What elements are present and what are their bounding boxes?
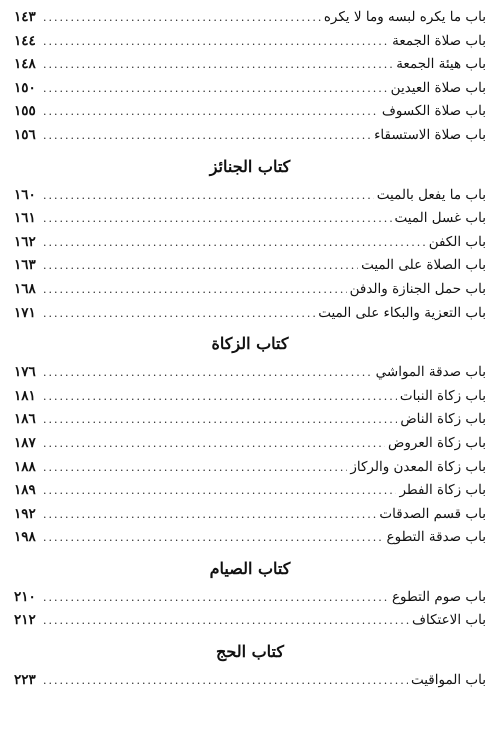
toc-entry-title: باب ما يكره لبسه وما لا يكره (323, 9, 486, 25)
dot-leader (43, 361, 373, 385)
toc-entry-title: باب ما يفعل بالميت (376, 186, 486, 203)
toc-entry-page: ١٧٦ (14, 364, 36, 381)
dot-leader (43, 669, 408, 693)
toc-entry-page: ١٦٢ (14, 233, 36, 250)
dot-leader (43, 586, 389, 610)
toc-entry[interactable] (14, 456, 486, 480)
section-heading: كتاب الصيام (209, 558, 291, 578)
toc-entry-page: ١٥٥ (14, 103, 36, 120)
dot-leader (43, 385, 397, 409)
toc-entry-page: ١٨٧ (14, 434, 36, 451)
toc-entry[interactable] (14, 254, 486, 278)
toc-entry-page: ٢١٢ (14, 612, 36, 629)
toc-entry[interactable] (14, 77, 486, 101)
dot-leader (43, 278, 347, 302)
toc-entry-title: باب صدقة التطوع (386, 529, 486, 546)
toc-entry-title: باب الصلاة على الميت (361, 257, 486, 274)
dot-leader (43, 479, 396, 503)
dot-leader (43, 302, 315, 326)
table-of-contents (14, 6, 486, 693)
toc-entry-page: ٢١٠ (14, 588, 36, 605)
toc-entry[interactable] (14, 231, 486, 255)
toc-entry-page: ١٦٠ (14, 186, 36, 203)
dot-leader (43, 6, 321, 30)
dot-leader (43, 432, 385, 456)
toc-entry-title: باب زكاة الفطر (399, 482, 486, 499)
toc-entry[interactable] (14, 278, 486, 302)
toc-entry[interactable] (14, 6, 486, 30)
dot-leader (43, 207, 392, 231)
dot-leader (43, 254, 358, 278)
toc-entry-page: ١٩٢ (14, 505, 36, 522)
toc-entry-title: باب قسم الصدقات (379, 505, 486, 522)
toc-entry-title: باب صلاة الجمعة (392, 32, 486, 49)
toc-entry-title: باب صلاة الكسوف (381, 103, 486, 120)
toc-entry-page: ١٩٨ (14, 529, 36, 546)
dot-leader (43, 184, 374, 208)
toc-entry-title: باب حمل الجنازة والدفن (349, 280, 486, 297)
toc-entry[interactable] (14, 100, 486, 124)
dot-leader (43, 503, 376, 527)
toc-entry[interactable] (14, 669, 486, 693)
toc-section-funerals (14, 148, 486, 326)
toc-entry[interactable] (14, 479, 486, 503)
toc-entry-title: باب زكاة العروض (388, 434, 486, 451)
toc-entry-page: ١٦١ (14, 210, 36, 227)
toc-entry[interactable] (14, 124, 486, 148)
toc-entry-page: ١٨٦ (14, 411, 36, 428)
dot-leader (43, 30, 389, 54)
toc-entry[interactable] (14, 30, 486, 54)
dot-leader (43, 408, 397, 432)
toc-entry[interactable] (14, 385, 486, 409)
toc-entry[interactable] (14, 432, 486, 456)
section-heading: كتاب الحج (216, 642, 284, 662)
toc-entry[interactable] (14, 408, 486, 432)
toc-entry-title: باب المواقيت (410, 672, 486, 689)
toc-entry[interactable] (14, 526, 486, 550)
dot-leader (43, 100, 379, 124)
toc-entry-page: ١٨٩ (14, 482, 36, 499)
toc-entry[interactable] (14, 302, 486, 326)
dot-leader (43, 609, 409, 633)
toc-entry-title: باب صلاة الاستسقاء (374, 126, 486, 143)
toc-entry-title: باب غسل الميت (394, 210, 486, 227)
toc-entry-page: ١٥٦ (14, 126, 36, 143)
dot-leader (43, 77, 388, 101)
toc-entry-title: باب زكاة النبات (399, 387, 486, 404)
toc-entry-title: باب هيئة الجمعة (396, 56, 486, 73)
toc-entry-page: ١٦٣ (14, 257, 36, 274)
toc-entry-title: باب صدقة المواشي (375, 364, 486, 381)
toc-entry-title: باب صوم التطوع (392, 588, 486, 605)
dot-leader (43, 526, 384, 550)
section-heading: كتاب الجنائز (209, 156, 291, 176)
toc-entry-page: ١٤٣ (14, 9, 36, 25)
toc-entry-page: ١٦٨ (14, 280, 36, 297)
toc-entry-title: باب الكفن (428, 233, 486, 250)
toc-entry[interactable] (14, 207, 486, 231)
toc-entry[interactable] (14, 586, 486, 610)
toc-entry-title: باب زكاة الناض (400, 411, 486, 428)
toc-entry[interactable] (14, 503, 486, 527)
toc-entry-page: ١٨٨ (14, 458, 36, 475)
toc-section-zakat (14, 325, 486, 550)
toc-entry-page: ١٤٨ (14, 56, 36, 73)
toc-entry-title: باب صلاة العيدين (390, 79, 486, 96)
toc-section-hajj (14, 633, 486, 693)
toc-entry-page: ٢٢٣ (14, 672, 36, 689)
toc-entry[interactable] (14, 361, 486, 385)
toc-section-fasting (14, 550, 486, 633)
dot-leader (43, 231, 426, 255)
section-heading: كتاب الزكاة (211, 334, 289, 354)
toc-entry-page: ١٤٤ (14, 32, 36, 49)
toc-entry-title: باب الاعتكاف (411, 612, 486, 629)
toc-entry-page: ١٨١ (14, 387, 36, 404)
dot-leader (43, 456, 347, 480)
toc-entry-title: باب التعزية والبكاء على الميت (318, 304, 486, 321)
dot-leader (43, 53, 393, 77)
toc-entry-page: ١٧١ (14, 304, 36, 321)
toc-entry-page: ١٥٠ (14, 79, 36, 96)
toc-section-continuation (14, 6, 486, 148)
toc-entry[interactable] (14, 184, 486, 208)
toc-entry[interactable] (14, 53, 486, 77)
toc-entry-title: باب زكاة المعدن والركاز (350, 458, 486, 475)
dot-leader (43, 124, 371, 148)
toc-entry[interactable] (14, 609, 486, 633)
